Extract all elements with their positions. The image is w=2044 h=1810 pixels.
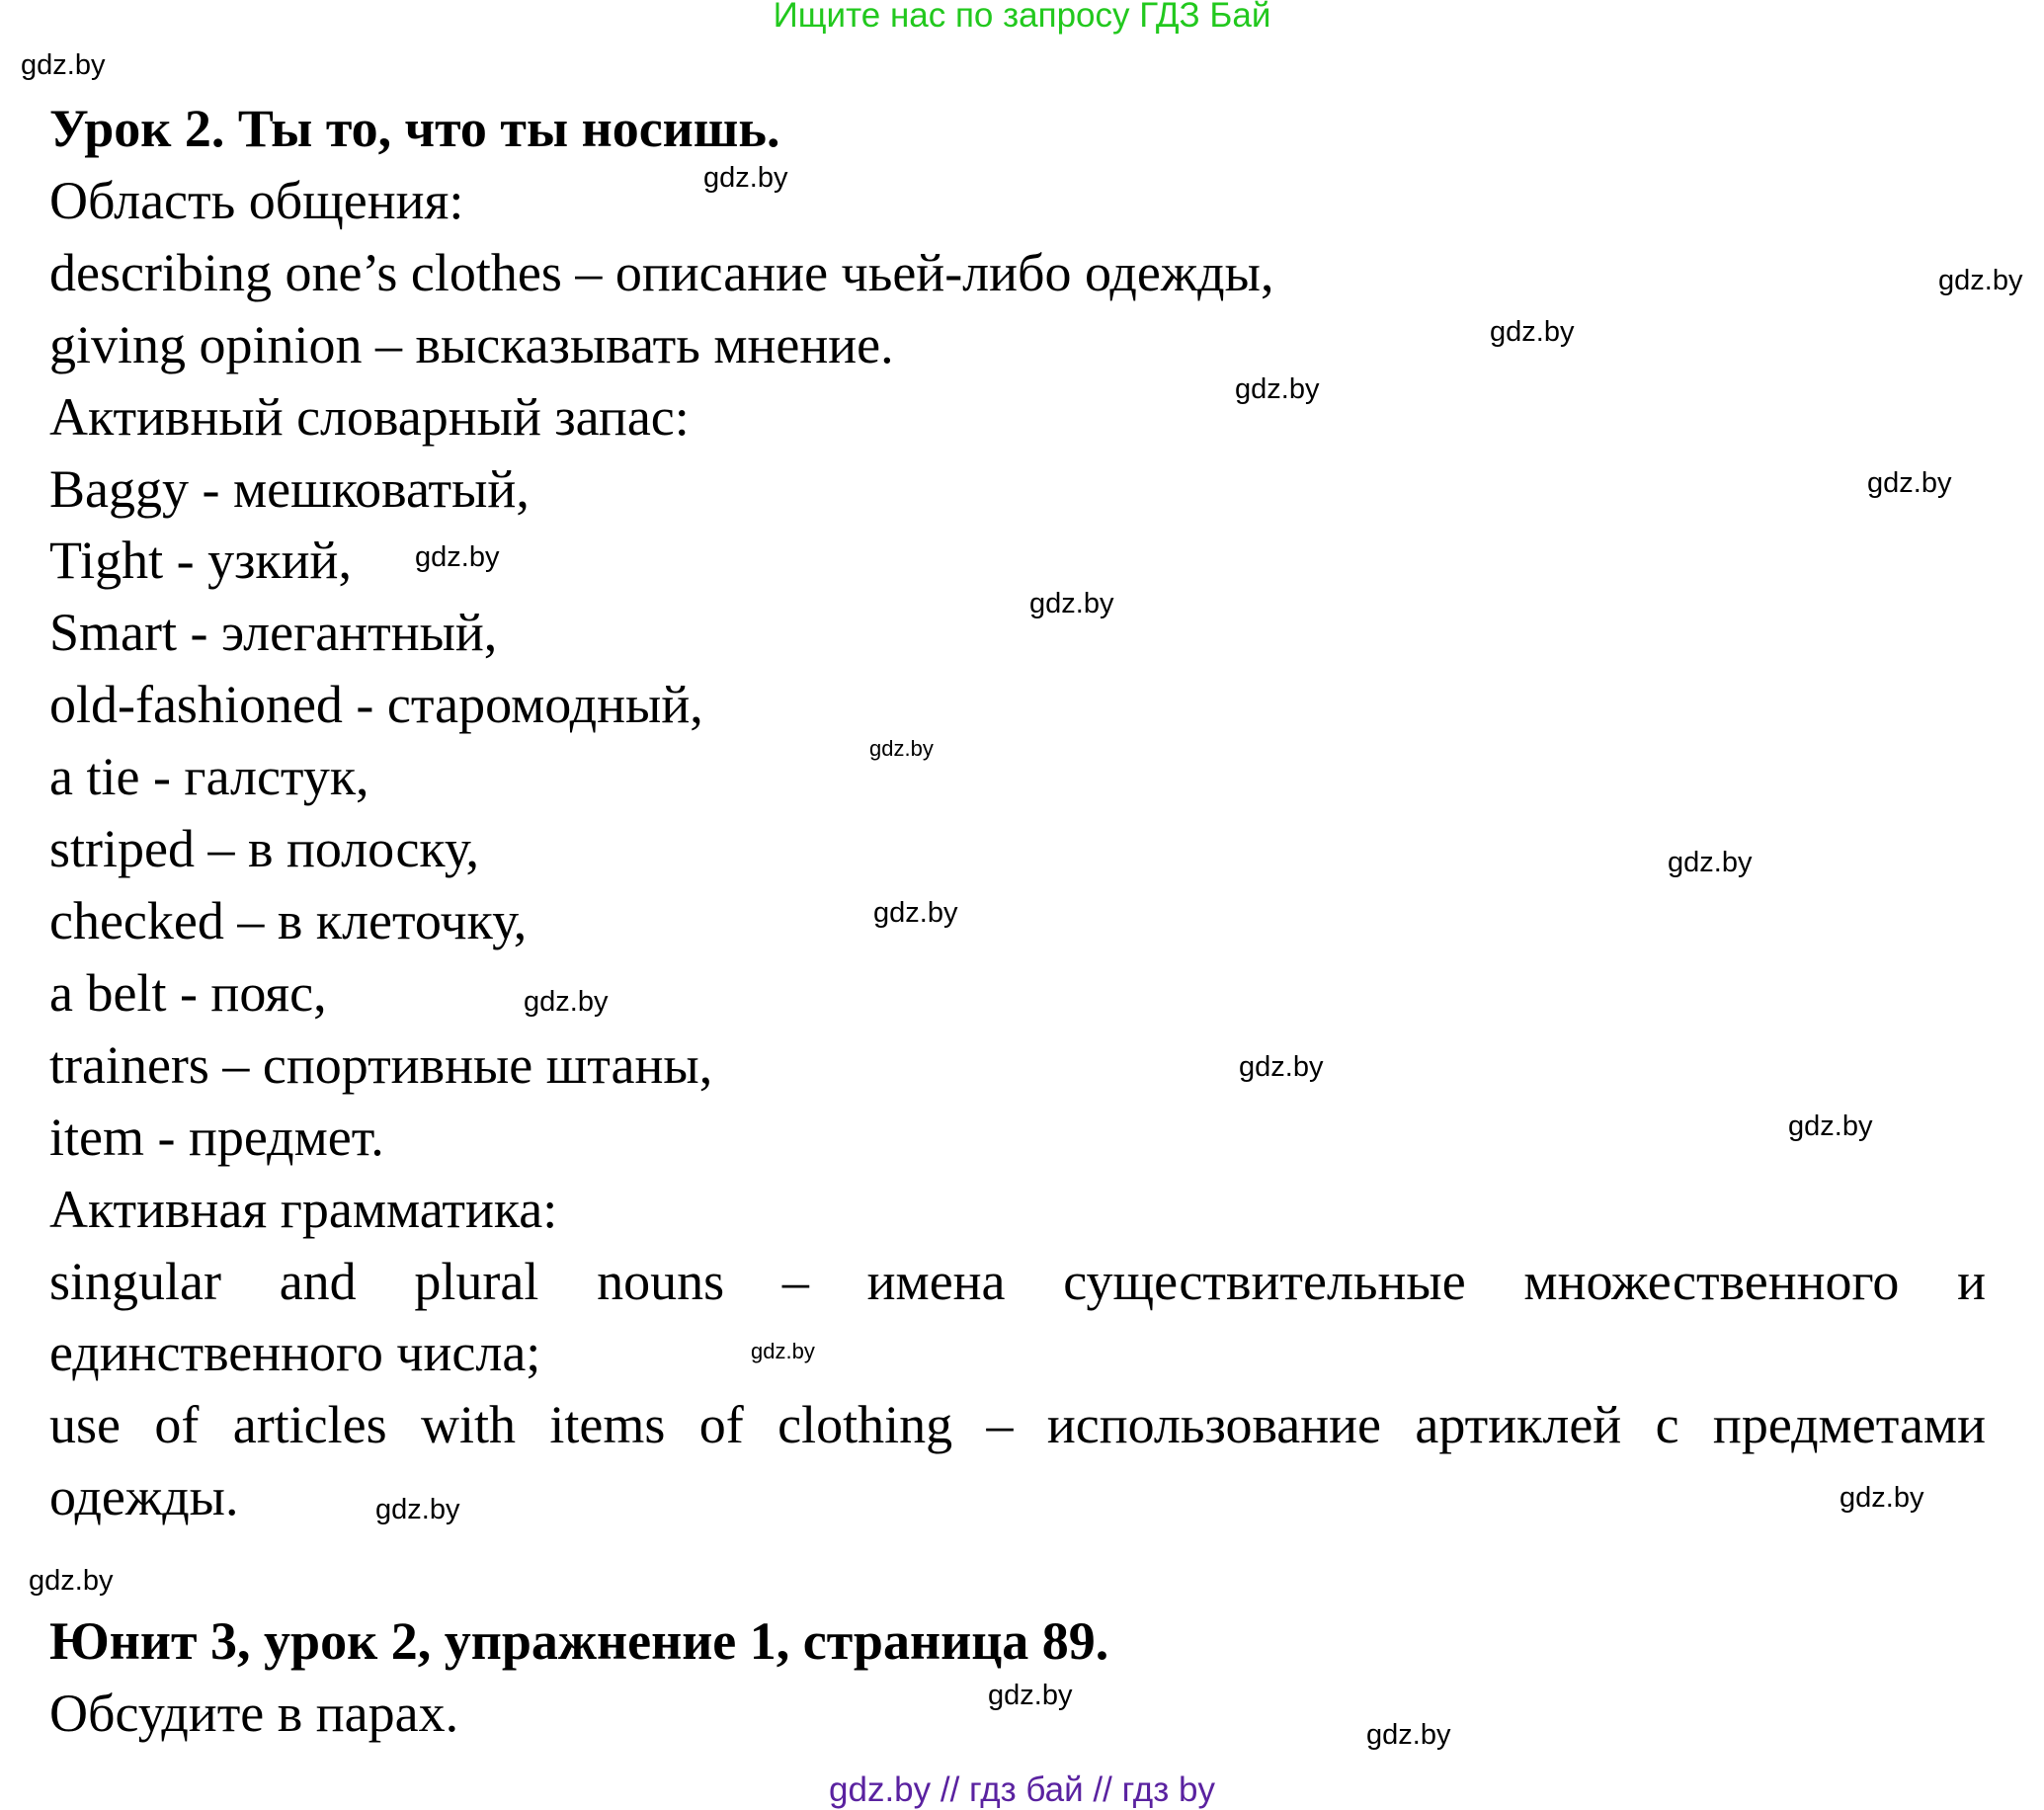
- watermark: gdz.by: [415, 541, 500, 573]
- watermark: gdz.by: [21, 49, 106, 81]
- vocab-item: striped – в полоску,: [49, 819, 479, 879]
- vocab-item: Tight - узкий,: [49, 531, 352, 591]
- footer-links[interactable]: gdz.by // гдз бай // гдз by: [829, 1770, 1215, 1809]
- area-item: giving opinion – высказывать мнение.: [49, 314, 894, 374]
- grammar-heading: Активная грамматика:: [49, 1179, 558, 1239]
- watermark: gdz.by: [873, 897, 958, 929]
- exercise-instruction: Обсудите в парах.: [49, 1683, 459, 1743]
- watermark: gdz.by: [1235, 373, 1320, 405]
- area-heading: Область общения:: [49, 170, 464, 230]
- watermark: gdz.by: [703, 162, 788, 194]
- exercise-title: Юнит 3, урок 2, упражнение 1, страница 89.: [49, 1611, 1109, 1672]
- vocab-item: Baggy - мешковатый,: [49, 458, 530, 519]
- watermark: gdz.by: [751, 1339, 815, 1363]
- watermark: gdz.by: [988, 1680, 1073, 1711]
- watermark: gdz.by: [29, 1565, 114, 1597]
- lesson-title: Урок 2. Ты то, что ты носишь.: [49, 99, 780, 158]
- watermark: gdz.by: [524, 986, 609, 1018]
- watermark: gdz.by: [1668, 847, 1753, 878]
- watermark: gdz.by: [1029, 588, 1114, 619]
- vocab-item: a tie - галстук,: [49, 747, 369, 807]
- grammar-line: одежды.: [49, 1467, 239, 1527]
- search-banner[interactable]: Ищите нас по запросу ГДЗ Бай: [773, 0, 1271, 35]
- vocab-item: a belt - пояс,: [49, 962, 327, 1023]
- watermark: gdz.by: [1938, 265, 2023, 296]
- watermark: gdz.by: [1867, 467, 1952, 499]
- vocab-item: Smart - элегантный,: [49, 603, 498, 663]
- vocab-item: item - предмет.: [49, 1107, 384, 1167]
- vocab-heading: Активный словарный запас:: [49, 386, 690, 447]
- watermark: gdz.by: [1788, 1111, 1873, 1142]
- lesson-content: [49, 93, 1986, 1750]
- watermark: gdz.by: [375, 1494, 460, 1525]
- vocab-item: old-fashioned - старомодный,: [49, 675, 703, 735]
- watermark: gdz.by: [869, 736, 934, 761]
- grammar-line: единственного числа;: [49, 1323, 541, 1383]
- area-item: describing one’s clothes – описание чьей-либо одежды,: [49, 242, 1274, 302]
- vocab-item: checked – в клеточку,: [49, 890, 528, 950]
- watermark: gdz.by: [1239, 1051, 1324, 1083]
- grammar-line: use of articles with items of clothing – использование артиклей с предметами: [49, 1395, 1986, 1455]
- vocab-item: trainers – спортивные штаны,: [49, 1034, 713, 1095]
- watermark: gdz.by: [1490, 316, 1575, 348]
- watermark: gdz.by: [1840, 1482, 1924, 1514]
- grammar-line: singular and plural nouns – имена существительные множественного и: [49, 1251, 1986, 1311]
- watermark: gdz.by: [1366, 1719, 1451, 1751]
